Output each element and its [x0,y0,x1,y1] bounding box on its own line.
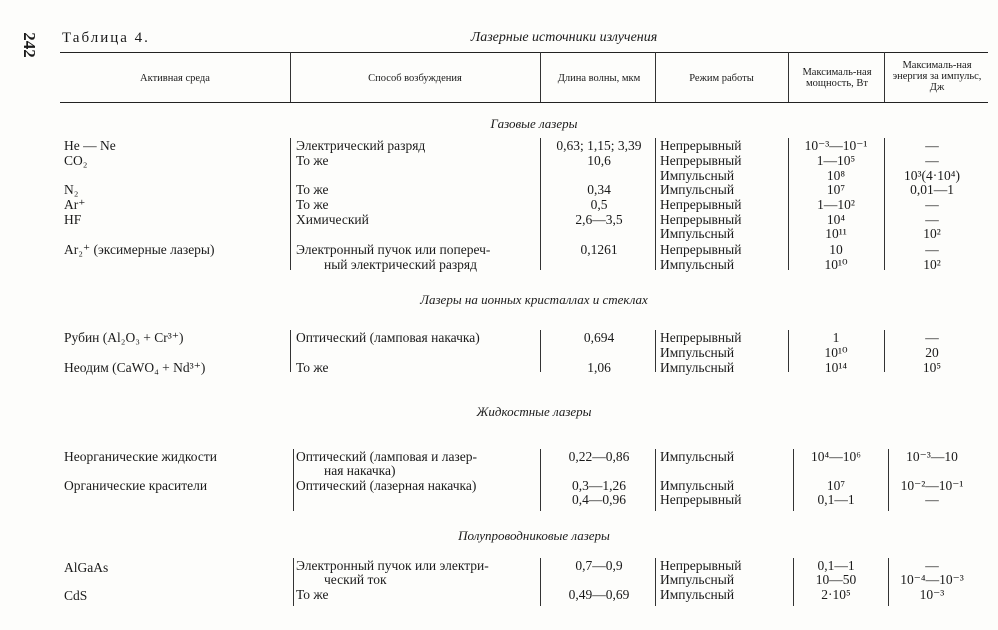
header-top-rule [60,52,988,53]
header-medium: Активная среда [140,72,210,84]
header-divider [788,52,789,102]
header-divider [540,52,541,102]
section-title-semi: Полупроводниковые лазеры [458,528,610,543]
header-divider [655,52,656,102]
header-excitation: Способ возбуждения [368,72,462,84]
section-title-liquid: Жидкостные лазеры [476,404,592,419]
header-power: Максималь-ная мощность, Вт [802,67,872,89]
header-bottom-rule [60,102,988,103]
table-title: Лазерные источники излучения [470,30,658,45]
section-title-gas: Газовые лазеры [490,116,578,131]
table-label: Таблица 4. [62,30,150,46]
header-divider [290,52,291,102]
book-page: 242 Таблица 4. Лазерные источники излучения Активная среда Способ возбуждения Длина волны, мкм Режим работы Максималь-ная мощность, Вт Максималь-ная энергия за импульс, Дж Газовые лазеры He — Ne Электрический разряд 0,63; 1,15; 3,39 Непрерывный 10⁻³—10⁻¹ — CO₂ То же 10,6 Непрерывный 1—10⁵ — Импульсный 10⁸ 10³(4·10⁴) N₂ То же 0,34 Импульсный 10⁷ 0,01—1 Ar⁺ То же 0,5 Непрерывный 1—10² — HF Химический 2,6—3,5 Непрерывный 10⁴ — Импульсный 10¹¹ 10² Ar₂⁺ (эксимерные лазеры) Электронный пучок или попереч- ный электрический разряд 0,1261 Непрерывный 10 — Импульсный 10¹⁰ 10² Лазеры на ионных кристаллах и стеклах Рубин (Al₂O₃ + Cr³⁺) Оптический (ламповая накачка) 0,694 Непрерывный 1 — Импульсный 10¹⁰ 20 Неодим (CaWO₄ + Nd³⁺) То же 1,06 Импульсный 10¹⁴ 10⁵ Жидкостные лазеры Неорганические жидкости Оптический (ламповая и лазер- ная накачка) 0,22—0,86 Импульсный 10⁴—10⁶ 10⁻³—10 Органические красители Оптический (лазерная накачка) 0,3—1,26 0,4—0,96 Импульсный 10⁷ 10⁻²—10⁻¹ Непрерывный 0,1—1 — Полупроводниковые лазеры AlGaAs Электронный пучок или электри- ческий ток 0,7—0,9 Непрерывный 0,1—1 — Импульсный 10—50 10⁻⁴—10⁻³ CdS То же 0,49—0,69 Импульсный 2·10⁵ 10⁻³ [0,0,998,630]
header-energy: Максималь-ная энергия за импульс, Дж [892,59,982,93]
column-divider [293,449,294,511]
header-divider [884,52,885,102]
column-divider [290,330,291,372]
header-wavelength: Длина волны, мкм [557,72,641,84]
header-mode: Режим работы [689,72,754,84]
section-title-ionic: Лазеры на ионных кристаллах и стеклах [420,292,648,307]
column-divider [293,558,294,606]
page-number: 242 [20,32,39,58]
column-divider [290,138,291,270]
